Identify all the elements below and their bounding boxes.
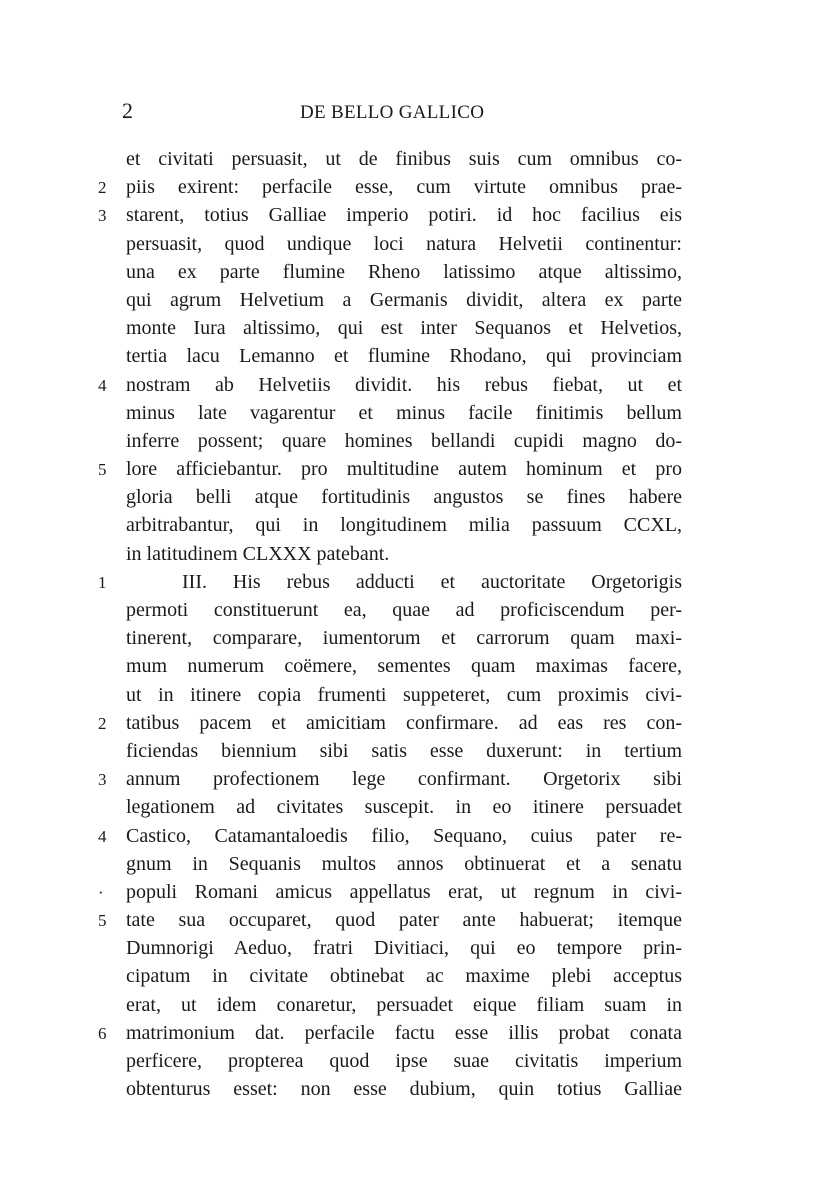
line-text: Castico, Catamantaloedis filio, Sequano, cuius pater re- [126, 824, 682, 847]
line-text: lore afficiebantur. pro multitudine autem hominum et pro [126, 458, 682, 481]
text-line [0, 962, 840, 990]
text-line [0, 483, 840, 511]
text-line [0, 540, 840, 568]
line-text: permoti constituerunt ea, quae ad proficiscendum per- [126, 599, 682, 621]
text-line [0, 793, 840, 821]
text-line [0, 314, 840, 342]
line-text: III. His rebus adducti et auctoritate Orgetorigis [182, 570, 682, 593]
text-line [0, 1047, 840, 1075]
section-number: 6 [98, 1023, 107, 1043]
section-number: 1 [98, 572, 107, 592]
text-line [0, 1019, 840, 1047]
text-line [0, 991, 840, 1019]
line-text: arbitrabantur, qui in longitudinem milia passuum CCXL, [126, 514, 682, 537]
line-text: tatibus pacem et amicitiam confirmare. ad eas res con- [126, 711, 682, 734]
line-text: cipatum in civitate obtinebat ac maxime plebi acceptus [126, 965, 682, 988]
line-text: matrimonium dat. perfacile factu esse illis probat conata [126, 1021, 682, 1044]
page-number: 2 [122, 98, 133, 123]
line-text: qui agrum Helvetium a Germanis dividit, altera ex parte [126, 288, 682, 311]
text-line [0, 399, 840, 427]
text-line [0, 201, 840, 229]
text-line [0, 455, 840, 483]
line-text: et civitati persuasit, ut de finibus suis cum omnibus co- [126, 148, 682, 170]
text-line [0, 371, 840, 399]
line-text: una ex parte flumine Rheno latissimo atque altissimo, [126, 260, 682, 283]
line-text: gloria belli atque fortitudinis angustos se fines habere [126, 486, 682, 509]
line-text: tinerent, comparare, iumentorum et carrorum quam maxi- [126, 627, 682, 650]
line-text: gnum in Sequanis multos annos obtinuerat et a senatu [126, 852, 682, 875]
text-line [0, 624, 840, 652]
text-line [0, 1075, 840, 1103]
line-text: starent, totius Galliae imperio potiri. id hoc facilius eis [126, 204, 682, 227]
text-line [0, 822, 840, 850]
line-text: annum profectionem lege confirmant. Orgetorix sibi [126, 768, 682, 791]
text-line [0, 145, 840, 173]
text-line [0, 230, 840, 258]
line-text: erat, ut idem conaretur, persuadet eique filiam suam in [126, 993, 682, 1016]
line-text: mum numerum coëmere, sementes quam maximas facere, [126, 655, 682, 678]
text-line [0, 286, 840, 314]
text-line [0, 737, 840, 765]
line-text: ficiendas biennium sibi satis esse duxerunt: in tertium [126, 739, 682, 762]
text-line [0, 652, 840, 680]
text-line [0, 258, 840, 286]
section-number: 3 [98, 206, 107, 226]
section-number: 4 [98, 826, 107, 846]
running-title: DE BELLO GALLICO [300, 102, 485, 123]
line-text: populi Romani amicus appellatus erat, ut regnum in civi- [126, 880, 682, 903]
line-text: ut in itinere copia frumenti suppeteret, cum proximis civi- [126, 683, 682, 706]
line-text: minus late vagarentur et minus facile finitimis bellum [126, 401, 682, 424]
section-number: 3 [98, 770, 107, 790]
line-text: piis exirent: perfacile esse, cum virtute omnibus prae- [126, 176, 682, 199]
section-number: 4 [98, 375, 107, 395]
body-text [0, 145, 840, 1103]
text-line [0, 681, 840, 709]
line-text: in latitudinem CLXXX patebant. [126, 542, 390, 565]
text-line [0, 427, 840, 455]
text-line [0, 906, 840, 934]
line-text: tertia lacu Lemanno et flumine Rhodano, qui provinciam [126, 345, 682, 368]
text-line [0, 596, 840, 624]
text-line [0, 709, 840, 737]
line-text: inferre possent; quare homines bellandi cupidi magno do- [126, 429, 682, 452]
section-number: 2 [98, 713, 107, 733]
text-line [0, 568, 840, 596]
line-text: obtenturus esset: non esse dubium, quin totius Galliae [126, 1078, 682, 1101]
line-text: monte Iura altissimo, qui est inter Sequanos et Helvetios, [126, 317, 682, 340]
section-number: 2 [98, 178, 107, 198]
section-number: · [98, 882, 104, 902]
text-line [0, 173, 840, 201]
line-text: tate sua occuparet, quod pater ante habuerat; itemque [126, 909, 682, 932]
text-line [0, 342, 840, 370]
line-text: nostram ab Helvetiis dividit. his rebus fiebat, ut et [126, 373, 682, 396]
line-text: legationem ad civitates suscepit. in eo itinere persuadet [126, 796, 682, 819]
line-text: perficere, propterea quod ipse suae civitatis imperium [126, 1050, 682, 1072]
text-line [0, 511, 840, 539]
line-text: persuasit, quod undique loci natura Helvetii continentur: [126, 232, 682, 255]
section-number: 5 [98, 911, 107, 931]
text-line [0, 765, 840, 793]
text-line [0, 878, 840, 906]
line-text: Dumnorigi Aeduo, fratri Divitiaci, qui eo tempore prin- [126, 937, 682, 960]
section-number: 5 [98, 460, 107, 480]
text-line [0, 934, 840, 962]
text-line [0, 850, 840, 878]
